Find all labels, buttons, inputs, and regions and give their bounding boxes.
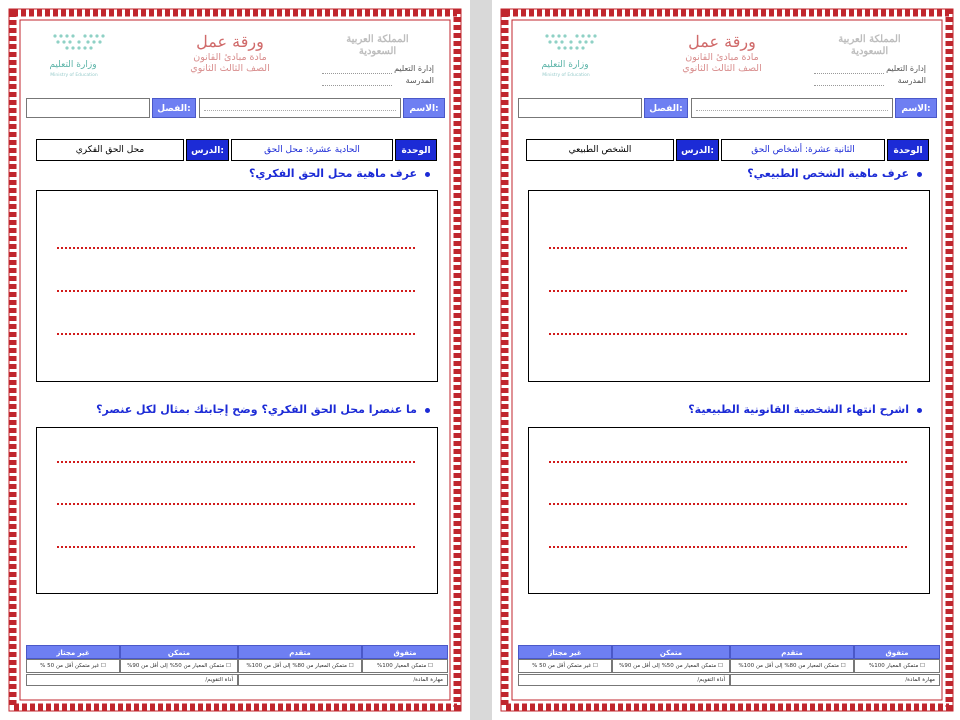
class-label: الفصل:	[152, 98, 196, 118]
criterion-excellent[interactable]: ☐ متمكن المعيار 100%	[854, 659, 940, 673]
criterion-competent[interactable]: ☐ متمكن المعيار من 50% إلى أقل من 90%	[120, 659, 238, 673]
kingdom-name: المملكة العربية السعودية	[838, 34, 901, 57]
unit-label: الوحدة	[887, 139, 929, 161]
name-label: الاسم:	[895, 98, 937, 118]
level-not-passed: غير مجتاز	[518, 645, 612, 659]
bullet-icon	[425, 408, 430, 413]
lesson-value: محل الحق الفكري	[36, 139, 184, 161]
ministry-name-en: Ministry of Education	[542, 73, 590, 78]
question-1	[249, 167, 430, 180]
question-2-text: اشرح انتهاء الشخصية القانونية الطبيعية؟	[688, 403, 909, 416]
level-excellent: متفوق	[362, 645, 448, 659]
ministry-name-ar: وزارة التعليم	[49, 60, 97, 70]
skill-field[interactable]: مهارة المادة/	[238, 674, 448, 686]
kingdom-name: المملكة العربية السعودية	[346, 34, 409, 57]
tool-field[interactable]: أداة التقويم/	[26, 674, 238, 686]
worksheet-page-2	[492, 0, 960, 720]
level-advanced: متقدم	[730, 645, 854, 659]
name-input[interactable]	[691, 98, 893, 118]
subject-name: مادة مبادئ القانون	[193, 52, 267, 63]
name-input[interactable]	[199, 98, 401, 118]
unit-value: الثانية عشرة: أشخاص الحق	[721, 139, 885, 161]
unit-label: الوحدة	[395, 139, 437, 161]
question-2	[688, 403, 922, 416]
question-1	[747, 167, 922, 180]
bullet-icon	[917, 172, 922, 177]
answer-box-2[interactable]	[528, 427, 930, 594]
question-1-text: عرف ماهية الشخص الطبيعي؟	[747, 167, 909, 180]
class-label: الفصل:	[644, 98, 688, 118]
criterion-advanced[interactable]: ☐ متمكن المعيار من 80% إلى أقل من 100%	[238, 659, 362, 673]
bullet-icon	[917, 408, 922, 413]
admin-field	[814, 64, 926, 75]
bullet-icon	[425, 172, 430, 177]
worksheet-page-1	[0, 0, 470, 720]
grade-name: الصف الثالث الثانوي	[682, 63, 762, 74]
ministry-logo	[532, 32, 610, 78]
school-label: المدرسة	[405, 76, 434, 85]
class-input[interactable]	[26, 98, 150, 118]
title-block	[155, 32, 305, 74]
ministry-logo	[40, 32, 118, 78]
answer-box-1[interactable]	[36, 190, 438, 382]
skill-field[interactable]: مهارة المادة/	[730, 674, 940, 686]
question-2	[96, 403, 430, 416]
level-competent: متمكن	[120, 645, 238, 659]
class-input[interactable]	[518, 98, 642, 118]
level-competent: متمكن	[612, 645, 730, 659]
grade-name: الصف الثالث الثانوي	[190, 63, 270, 74]
lesson-label: الدرس:	[676, 139, 719, 161]
school-label: المدرسة	[897, 76, 926, 85]
admin-label: إدارة التعليم	[394, 64, 434, 73]
criterion-not-passed[interactable]: ☐ غير متمكن أقل من 50 %	[26, 659, 120, 673]
question-2-text: ما عنصرا محل الحق الفكري؟ وضح إجابتك بمثال لكل عنصر؟	[96, 403, 417, 416]
question-1-text: عرف ماهية محل الحق الفكري؟	[248, 167, 417, 180]
school-field	[322, 76, 434, 87]
admin-label: إدارة التعليم	[886, 64, 926, 73]
worksheet-title: ورقة عمل	[196, 32, 264, 51]
name-label: الاسم:	[403, 98, 445, 118]
criterion-not-passed[interactable]: ☐ غير متمكن أقل من 50 %	[518, 659, 612, 673]
level-not-passed: غير مجتاز	[26, 645, 120, 659]
criterion-competent[interactable]: ☐ متمكن المعيار من 50% إلى أقل من 90%	[612, 659, 730, 673]
subject-name: مادة مبادئ القانون	[685, 52, 759, 63]
ministry-name-ar: وزارة التعليم	[541, 60, 589, 70]
answer-box-1[interactable]	[528, 190, 930, 382]
answer-box-2[interactable]	[36, 427, 438, 594]
level-advanced: متقدم	[238, 645, 362, 659]
title-block	[647, 32, 797, 74]
unit-value: الحادية عشرة: محل الحق	[231, 139, 393, 161]
criterion-advanced[interactable]: ☐ متمكن المعيار من 80% إلى أقل من 100%	[730, 659, 854, 673]
lesson-label: الدرس:	[186, 139, 229, 161]
level-excellent: متفوق	[854, 645, 940, 659]
lesson-value: الشخص الطبيعي	[526, 139, 674, 161]
admin-field	[322, 64, 434, 75]
ministry-name-en: Ministry of Education	[50, 73, 98, 78]
page-gap	[470, 0, 492, 720]
school-field	[814, 76, 926, 87]
criterion-excellent[interactable]: ☐ متمكن المعيار 100%	[362, 659, 448, 673]
worksheet-title: ورقة عمل	[688, 32, 756, 51]
tool-field[interactable]: أداة التقويم/	[518, 674, 730, 686]
